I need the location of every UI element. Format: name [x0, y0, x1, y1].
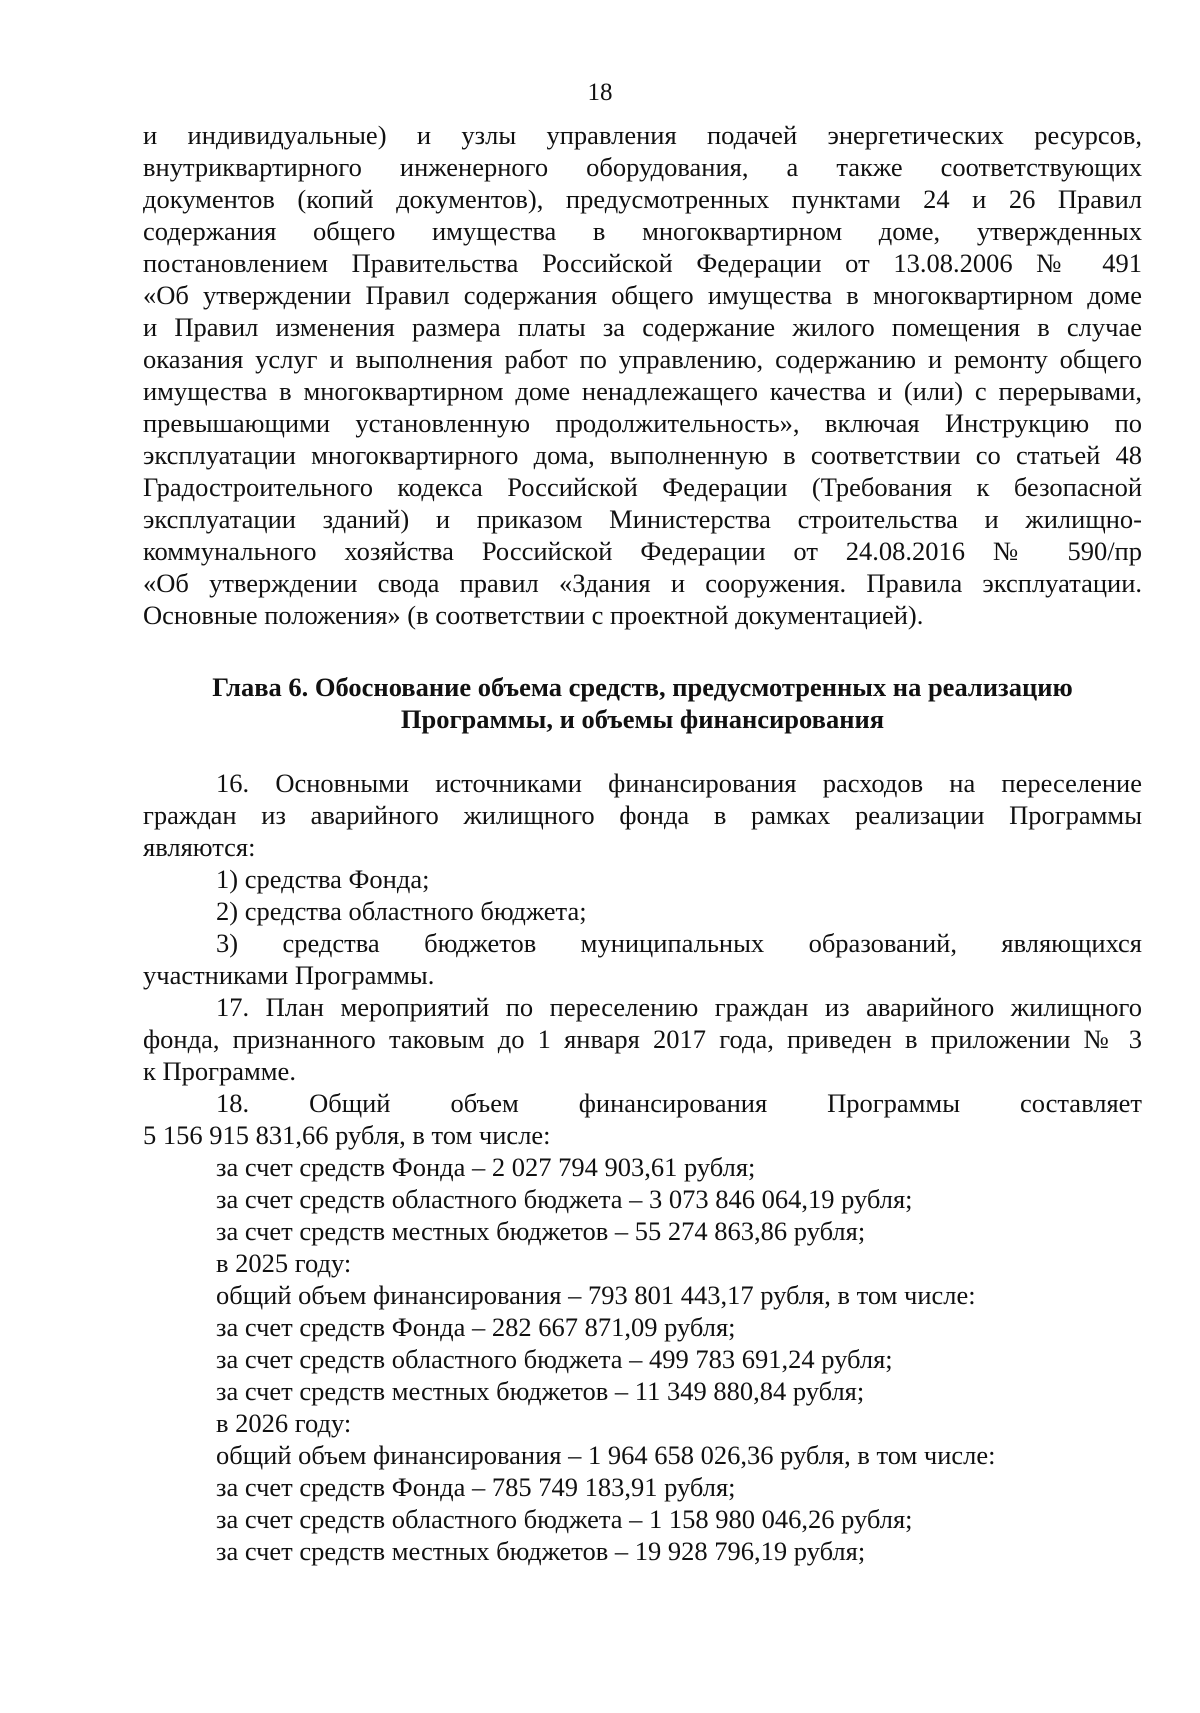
text-line: коммунального хозяйства Российской Федерации от 24.08.2016 № 590/пр: [143, 536, 1142, 566]
text-line: фонда, признанного таковым до 1 января 2017 года, приведен в приложении № 3: [143, 1024, 1142, 1054]
text-line: являются:: [143, 832, 256, 862]
page-number: 18: [587, 79, 613, 106]
financing-line: общий объем финансирования – 1 964 658 026,36 рубля, в том числе:: [216, 1440, 996, 1470]
chapter-heading: [143, 671, 1142, 735]
intro-paragraph: [143, 119, 1142, 631]
financing-line: за счет средств Фонда – 785 749 183,91 рубля;: [216, 1472, 736, 1502]
funding-source-item: 3) средства бюджетов муниципальных образований, являющихся: [216, 928, 1142, 958]
text-line: эксплуатации многоквартирного дома, выполненную в соответствии со статьей 48: [143, 440, 1142, 470]
financing-line: за счет средств областного бюджета – 1 158 980 046,26 рубля;: [216, 1504, 913, 1534]
text-line: и Правил изменения размера платы за содержание жилого помещения в случае: [143, 312, 1142, 342]
year-heading: в 2025 году:: [216, 1248, 352, 1278]
text-line: имущества в многоквартирном доме ненадлежащего качества и (или) с перерывами,: [143, 376, 1142, 406]
text-line: граждан из аварийного жилищного фонда в рамках реализации Программы: [143, 800, 1142, 830]
text-line: внутриквартирного инженерного оборудования, а также соответствующих: [143, 152, 1142, 182]
text-line: документов (копий документов), предусмотренных пунктами 24 и 26 Правил: [143, 184, 1142, 214]
text-line: 18. Общий объем финансирования Программы составляет: [216, 1088, 1142, 1118]
financing-line: общий объем финансирования – 793 801 443,17 рубля, в том числе:: [216, 1280, 976, 1310]
funding-source-item: 2) средства областного бюджета;: [216, 896, 587, 926]
item-18: [143, 1087, 1142, 1567]
text-line: участниками Программы.: [143, 960, 435, 990]
text-line: превышающими установленную продолжительность», включая Инструкцию по: [143, 408, 1142, 438]
financing-line: за счет средств областного бюджета – 499 783 691,24 рубля;: [216, 1344, 893, 1374]
financing-line: за счет средств местных бюджетов – 19 928 796,19 рубля;: [216, 1536, 866, 1566]
text-line: содержания общего имущества в многоквартирном доме, утвержденных: [143, 216, 1142, 246]
text-line: 16. Основными источниками финансирования расходов на переселение: [216, 768, 1142, 798]
text-line: Основные положения» (в соответствии с проектной документацией).: [143, 600, 924, 630]
text-line: и индивидуальные) и узлы управления подачей энергетических ресурсов,: [143, 120, 1142, 150]
chapter-heading-line1: Глава 6. Обоснование объема средств, предусмотренных на реализацию: [212, 672, 1073, 702]
text-line: постановлением Правительства Российской Федерации от 13.08.2006 № 491: [143, 248, 1142, 278]
year-heading: в 2026 году:: [216, 1408, 352, 1438]
financing-line: за счет средств Фонда – 2 027 794 903,61 рубля;: [216, 1152, 756, 1182]
funding-source-item: 1) средства Фонда;: [216, 864, 430, 894]
text-line: «Об утверждении свода правил «Здания и сооружения. Правила эксплуатации.: [143, 568, 1142, 598]
total-amount-line: 5 156 915 831,66 рубля, в том числе:: [143, 1120, 551, 1150]
text-line: эксплуатации зданий) и приказом Министерства строительства и жилищно-: [143, 504, 1142, 534]
financing-line: за счет средств областного бюджета – 3 073 846 064,19 рубля;: [216, 1184, 913, 1214]
page-content: [143, 119, 1142, 1567]
text-line: оказания услуг и выполнения работ по управлению, содержанию и ремонту общего: [143, 344, 1142, 374]
text-line: Градостроительного кодекса Российской Федерации (Требования к безопасной: [143, 472, 1142, 502]
text-line: 17. План мероприятий по переселению граждан из аварийного жилищного: [216, 992, 1142, 1022]
item-16: [143, 767, 1142, 991]
financing-line: за счет средств местных бюджетов – 55 274 863,86 рубля;: [216, 1216, 866, 1246]
chapter-heading-line2: Программы, и объемы финансирования: [400, 704, 885, 734]
text-line: «Об утверждении Правил содержания общего имущества в многоквартирном доме: [143, 280, 1142, 310]
text-line: к Программе.: [143, 1056, 296, 1086]
financing-line: за счет средств Фонда – 282 667 871,09 рубля;: [216, 1312, 736, 1342]
financing-line: за счет средств местных бюджетов – 11 349 880,84 рубля;: [216, 1376, 865, 1406]
item-17: [143, 991, 1142, 1087]
